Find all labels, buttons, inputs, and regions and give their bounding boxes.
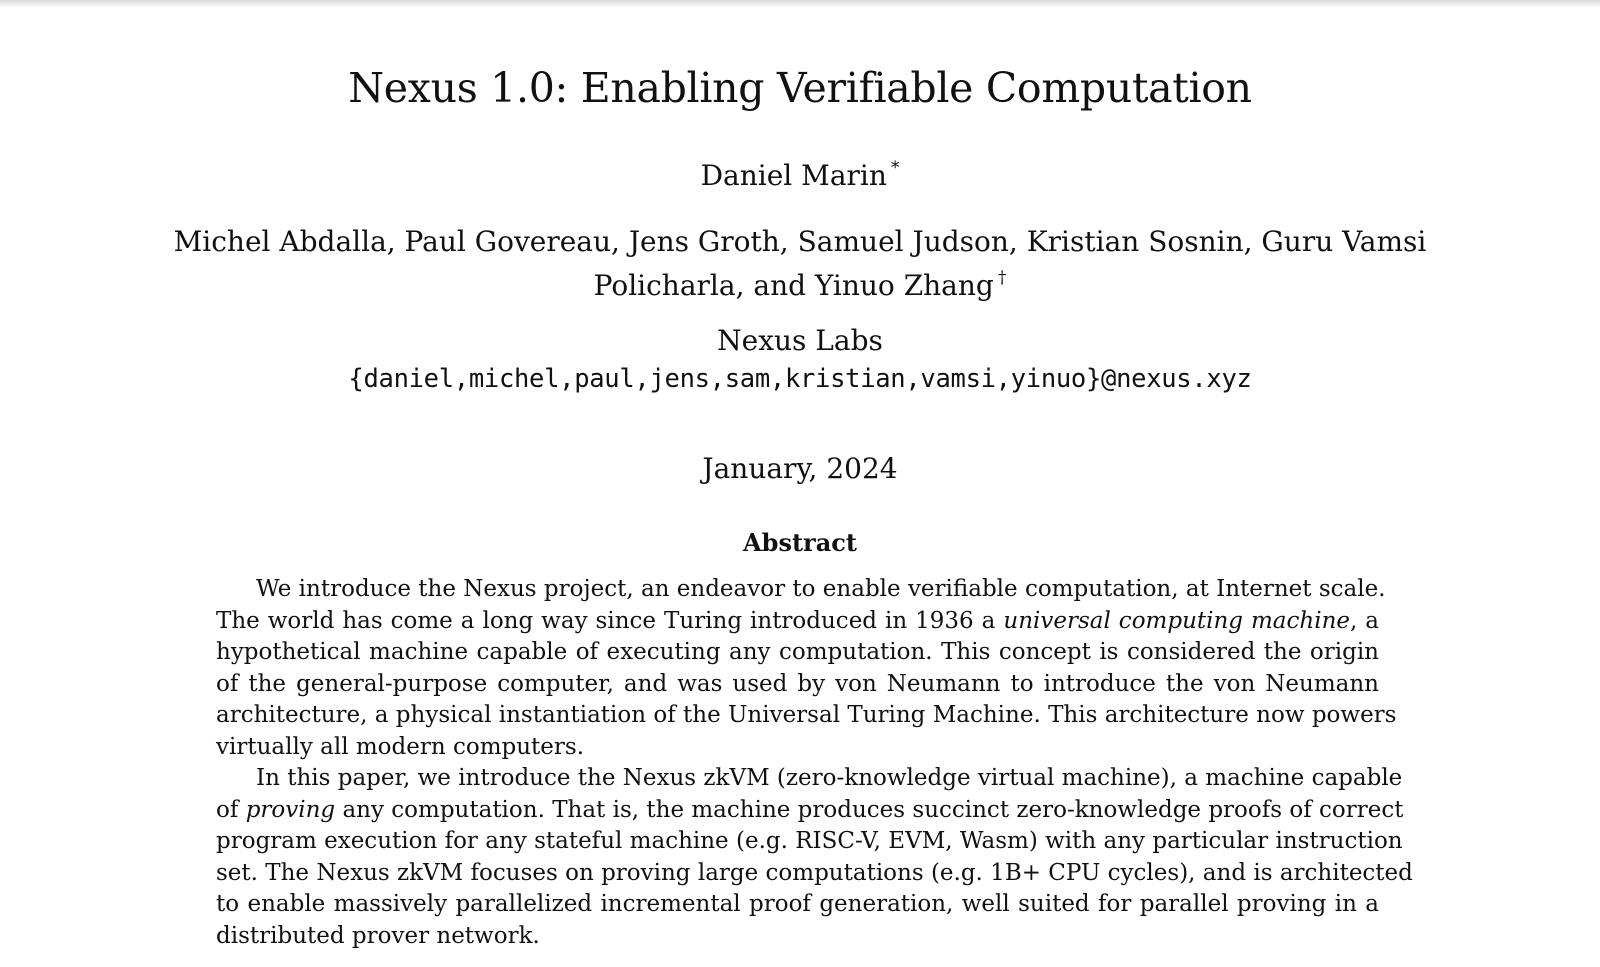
- abstract-line: architecture, a physical instantiation of the Universal Turing Machine. This architecture now powers: [216, 702, 1397, 728]
- abstract-line: hypothetical machine capable of executing any computation. This concept is considered the origin: [216, 639, 1379, 665]
- text-span: of: [216, 796, 239, 823]
- coauthors-line-2: [0, 260, 1600, 304]
- emphasis-text: proving: [245, 796, 336, 823]
- coauthors-footnote-mark: †: [997, 268, 1007, 288]
- abstract-line: of the general-purpose computer, and was used by von Neumann to introduce the von Neumann: [216, 670, 1379, 697]
- author-emails: {daniel,michel,paul,jens,sam,kristian,vamsi,yinuo}@nexus.xyz: [348, 364, 1252, 394]
- text-span: any computation. That is, the machine produces succinct zero-knowledge proofs of correct: [342, 796, 1404, 823]
- coauthors-line-1: Michel Abdalla, Paul Govereau, Jens Groth, Samuel Judson, Kristian Sosnin, Guru Vamsi: [173, 225, 1427, 258]
- abstract-line: [216, 795, 1404, 827]
- abstract-body: [216, 574, 1413, 952]
- text-span: , a: [1350, 607, 1380, 634]
- affiliation: Nexus Labs: [717, 324, 883, 357]
- abstract-line: set. The Nexus zkVM focuses on proving large computations (e.g. 1B+ CPU cycles), and is architected: [216, 859, 1413, 886]
- abstract-line: virtually all modern computers.: [216, 733, 585, 760]
- abstract-line: We introduce the Nexus project, an endeavor to enable verifiable computation, at Internet scale.: [256, 576, 1386, 602]
- first-author-footnote-mark: *: [890, 158, 900, 178]
- publication-date: January, 2024: [702, 452, 898, 485]
- abstract-line: In this paper, we introduce the Nexus zkVM (zero-knowledge virtual machine), a machine capable: [256, 765, 1403, 791]
- paper-title: Nexus 1.0: Enabling Verifiable Computation: [348, 64, 1252, 112]
- abstract-paragraph-2: [216, 763, 1413, 952]
- first-author-name: Daniel Marin: [700, 159, 887, 192]
- coauthors: [0, 224, 1600, 304]
- abstract-line: distributed prover network.: [216, 922, 540, 949]
- emphasis-text: universal computing machine: [1003, 607, 1350, 634]
- abstract-heading: Abstract: [743, 528, 857, 557]
- abstract-line: [216, 606, 1379, 638]
- first-author: [0, 158, 1600, 192]
- abstract-line: program execution for any stateful machine (e.g. RISC-V, EVM, Wasm) with any particular instruction: [216, 828, 1403, 854]
- abstract-line: to enable massively parallelized incremental proof generation, well suited for parallel proving in a: [216, 891, 1379, 917]
- text-span: The world has come a long way since Turing introduced in 1936 a: [216, 607, 996, 634]
- abstract-paragraph-1: [216, 574, 1397, 763]
- coauthors-line-2-text: Policharla, and Yinuo Zhang: [593, 269, 994, 302]
- viewer-top-shadow: [0, 0, 1600, 8]
